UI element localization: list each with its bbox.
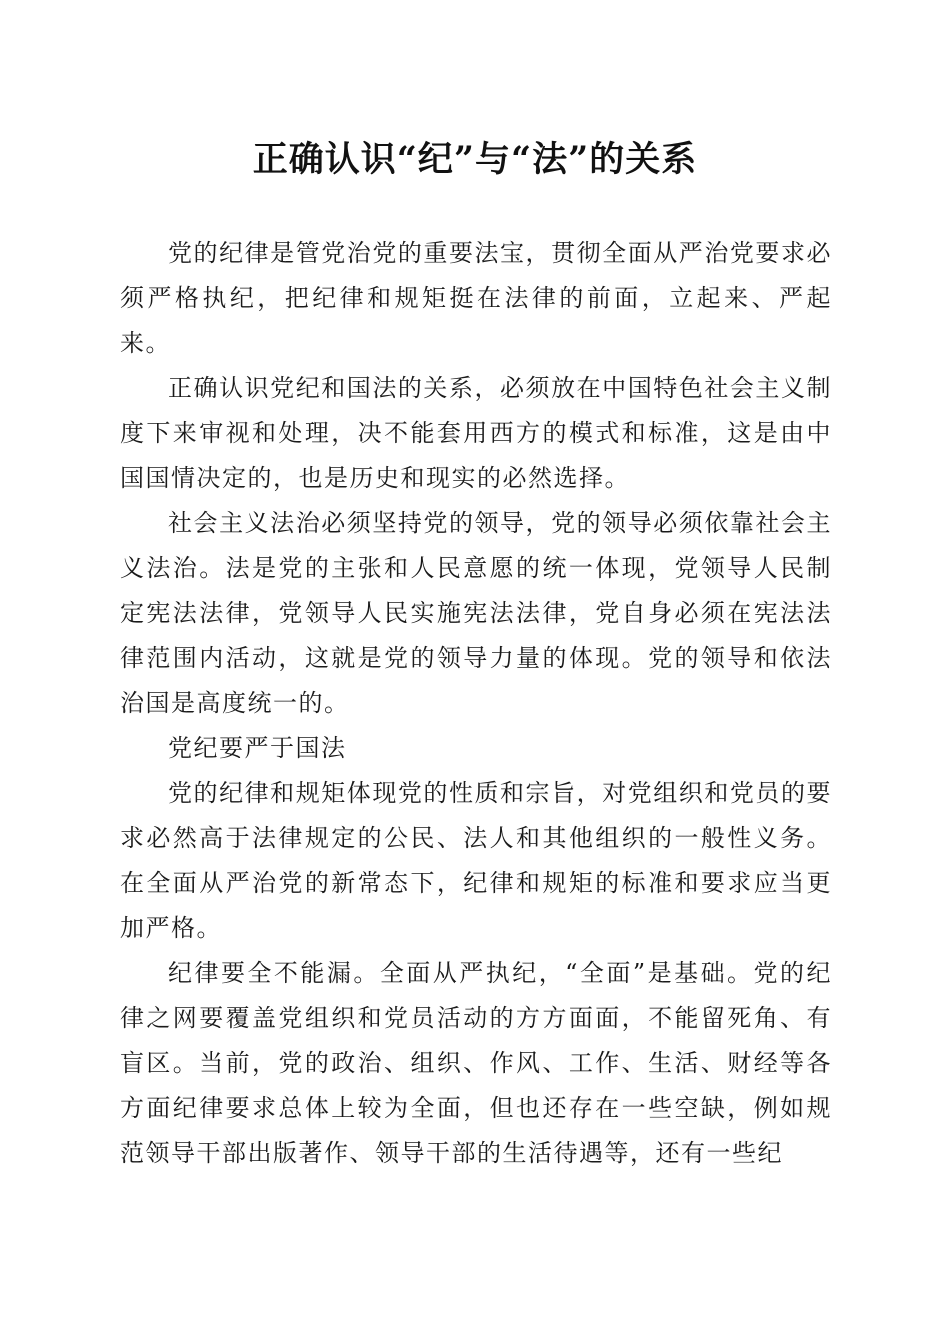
paragraph: 社会主义法治必须坚持党的领导，党的领导必须依靠社会主义法治。法是党的主张和人民意愿的统一体现，党领导人民制定宪法法律，党领导人民实施宪法法律，党自身必须在宪法法律范围内活动，这就是党的领导力量的体现。党的领导和依法治国是高度统一的。 [120, 509, 832, 717]
paragraph: 正确认识党纪和国法的关系，必须放在中国特色社会主义制度下来审视和处理，决不能套用西方的模式和标准，这是由中国国情决定的，也是历史和现实的必然选择。 [120, 374, 832, 492]
document-body [120, 231, 832, 1176]
paragraph: 党的纪律和规矩体现党的性质和宗旨，对党组织和党员的要求必然高于法律规定的公民、法人和其他组织的一般性义务。在全面从严治党的新常态下，纪律和规矩的标准和要求应当更加严格。 [120, 779, 832, 942]
paragraph: 纪律要全不能漏。全面从严执纪，“全面”是基础。党的纪律之网要覆盖党组织和党员活动的方方面面，不能留死角、有盲区。当前，党的政治、组织、作风、工作、生活、财经等各方面纪律要求总体上较为全面，但也还存在一些空缺，例如规范领导干部出版著作、领导干部的生活待遇等，还有一些纪 [120, 959, 832, 1167]
paragraph: 党的纪律是管党治党的重要法宝，贯彻全面从严治党要求必须严格执纪，把纪律和规矩挺在法律的前面，立起来、严起来。 [120, 239, 832, 357]
section-heading: 党纪要严于国法 [168, 734, 347, 762]
document-title: 正确认识“纪”与“法”的关系 [252, 139, 698, 180]
